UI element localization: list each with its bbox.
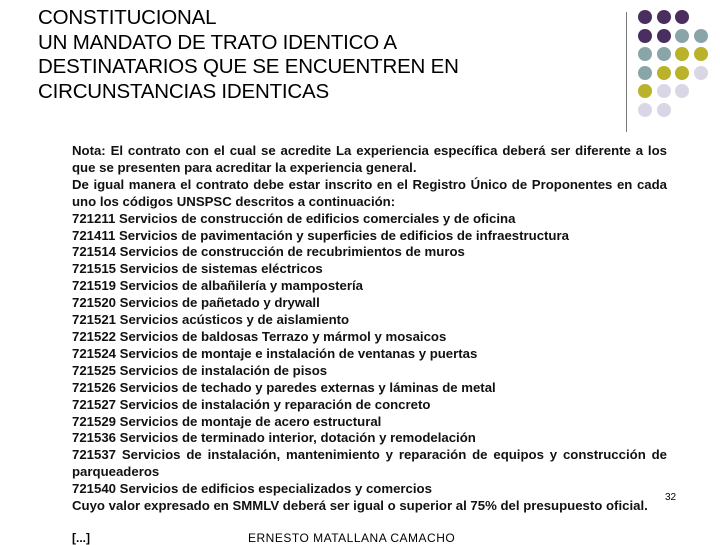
unspsc-code-line: 721537 Servicios de instalación, mantenimiento y reparación de equipos y construcción de parqueaderos bbox=[72, 447, 667, 480]
unspsc-code-line: 721514 Servicios de construcción de recubrimientos de muros bbox=[72, 244, 465, 260]
slide-number: 32 bbox=[665, 492, 677, 503]
title-line: CONSTITUCIONAL bbox=[38, 6, 217, 29]
unspsc-code-line: 721521 Servicios acústicos y de aislamiento bbox=[72, 312, 350, 328]
unspsc-code-line: 721522 Servicios de baldosas Terrazo y mármol y mosaicos bbox=[72, 328, 447, 344]
decorative-dot bbox=[638, 103, 652, 117]
decorative-dot bbox=[638, 29, 652, 43]
footer-author: ERNESTO MATALLANA CAMACHO bbox=[248, 531, 456, 545]
decorative-dot-grid bbox=[630, 8, 720, 118]
title-line: DESTINATARIOS QUE SE ENCUENTREN EN bbox=[38, 55, 459, 78]
decorative-dot bbox=[638, 84, 652, 98]
decorative-dot bbox=[657, 103, 671, 117]
unspsc-code-line: 721520 Servicios de pañetado y drywall bbox=[72, 295, 320, 311]
decorative-dot bbox=[694, 29, 708, 43]
decorative-dot bbox=[638, 10, 652, 24]
unspsc-code-line: 721515 Servicios de sistemas eléctricos bbox=[72, 261, 323, 277]
slide-title bbox=[38, 6, 598, 104]
unspsc-code-line: 721540 Servicios de edificios especializados y comercios bbox=[72, 481, 432, 497]
unspsc-code-line: 721526 Servicios de techado y paredes externas y láminas de metal bbox=[72, 379, 496, 395]
register-paragraph: De igual manera el contrato debe estar inscrito en el Registro Único de Proponentes en cada uno los códigos UNSPSC descritos a continuación: bbox=[72, 176, 667, 209]
decorative-dot bbox=[675, 29, 689, 43]
decorative-dot bbox=[657, 47, 671, 61]
decorative-dot bbox=[657, 84, 671, 98]
decorative-dot bbox=[675, 84, 689, 98]
title-line: UN MANDATO DE TRATO IDENTICO A bbox=[38, 30, 397, 54]
title-line: CIRCUNSTANCIAS IDENTICAS bbox=[38, 79, 329, 103]
decorative-dot bbox=[638, 66, 652, 80]
unspsc-code-line: 721536 Servicios de terminado interior, dotación y remodelación bbox=[72, 430, 476, 446]
decorative-divider bbox=[626, 12, 627, 132]
decorative-dot bbox=[638, 47, 652, 61]
decorative-dot bbox=[657, 10, 671, 24]
unspsc-code-line: 721411 Servicios de pavimentación y superficies de edificios de infraestructura bbox=[72, 227, 569, 243]
decorative-dot bbox=[657, 66, 671, 80]
unspsc-code-line: 721529 Servicios de montaje de acero estructural bbox=[72, 413, 382, 429]
value-paragraph: Cuyo valor expresado en SMMLV deberá ser igual o superior al 75% del presupuesto oficial. bbox=[72, 498, 648, 514]
unspsc-code-line: 721519 Servicios de albañilería y mampostería bbox=[72, 278, 364, 294]
ellipsis-mark: [...] bbox=[72, 531, 90, 545]
unspsc-code-line: 721211 Servicios de construcción de edificios comerciales y de oficina bbox=[72, 210, 516, 226]
slide-body bbox=[72, 143, 667, 515]
decorative-dot bbox=[675, 66, 689, 80]
unspsc-code-line: 721525 Servicios de instalación de pisos bbox=[72, 362, 328, 378]
decorative-dot bbox=[694, 47, 708, 61]
decorative-dot bbox=[675, 10, 689, 24]
decorative-dot bbox=[694, 66, 708, 80]
unspsc-code-line: 721527 Servicios de instalación y reparación de concreto bbox=[72, 396, 431, 412]
unspsc-code-line: 721524 Servicios de montaje e instalación de ventanas y puertas bbox=[72, 345, 478, 361]
note-paragraph: Nota: El contrato con el cual se acredite La experiencia específica deberá ser diferente a los que se presenten para acreditar la experiencia general. bbox=[72, 143, 667, 175]
decorative-dot bbox=[675, 47, 689, 61]
decorative-dot bbox=[657, 29, 671, 43]
